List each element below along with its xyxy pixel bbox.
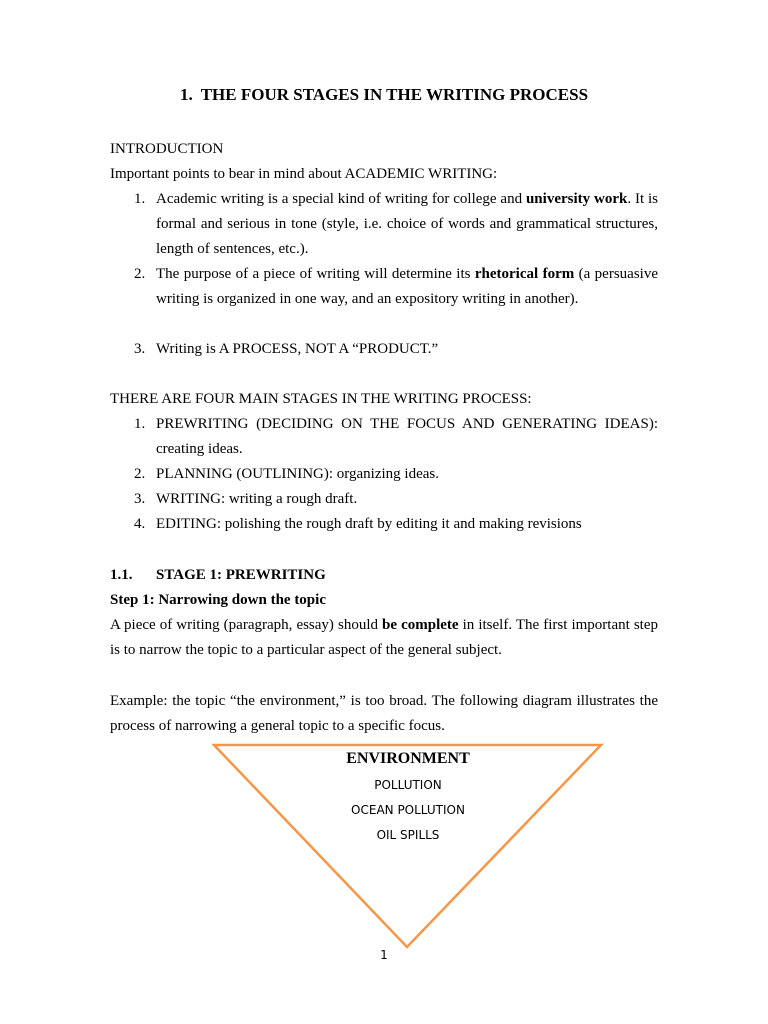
emphasis: university work: [525, 191, 628, 207]
step-heading: Step 1: Narrowing down the topic: [110, 592, 326, 608]
section-number: 1.1.: [110, 567, 133, 583]
list-marker: 2.: [134, 466, 146, 482]
list-text: PREWRITING (DECIDING ON THE FOCUS AND GENERATING IDEAS): creating ideas.: [156, 416, 658, 457]
diagram-top-label: ENVIRONMENT: [346, 750, 470, 767]
diagram-level-2: OCEAN POLLUTION: [351, 803, 465, 817]
diagram-level-3: OIL SPILLS: [376, 828, 440, 842]
list-marker: 2.: [134, 266, 146, 282]
section-heading: [110, 563, 326, 588]
stage-item-3: [110, 487, 658, 512]
list-marker: 3.: [134, 341, 146, 357]
page-title: [0, 85, 768, 105]
stage-item-4: [110, 512, 658, 537]
list-marker: 3.: [134, 491, 146, 507]
intro-heading: INTRODUCTION: [110, 141, 224, 157]
intro-point-3: [110, 337, 658, 362]
intro-point-1: [110, 187, 658, 262]
paragraph-example: Example: the topic “the environment,” is too broad. The following diagram illustrates the process of narrowing a general topic to a specific focus.: [110, 693, 658, 734]
emphasis: rhetorical form: [474, 266, 575, 282]
list-marker: 1.: [134, 416, 146, 432]
paragraph-complete: A piece of writing (paragraph, essay) should be complete in itself. The first important step is to narrow the topic to a particular aspect of the general subject.: [110, 617, 659, 658]
list-marker: 1.: [134, 191, 146, 207]
emphasis: be complete: [382, 617, 459, 633]
stages-lead: THERE ARE FOUR MAIN STAGES IN THE WRITING PROCESS:: [110, 391, 532, 407]
list-text: PLANNING (OUTLINING): organizing ideas.: [156, 466, 439, 482]
title-number: 1.: [179, 85, 193, 104]
list-marker: 4.: [134, 516, 146, 532]
list-text: EDITING: polishing the rough draft by editing it and making revisions: [156, 516, 582, 532]
section-title: STAGE 1: PREWRITING: [156, 567, 326, 583]
list-text: Writing is A PROCESS, NOT A “PRODUCT.”: [156, 341, 439, 357]
page-number: 1: [380, 948, 388, 962]
stage-item-1: [110, 412, 658, 462]
intro-point-2: [110, 262, 658, 312]
narrowing-diagram: [212, 742, 604, 952]
stage-item-2: [110, 462, 658, 487]
inverted-triangle: [212, 742, 604, 952]
list-text: WRITING: writing a rough draft.: [156, 491, 358, 507]
list-text: The purpose of a piece of writing will determine its rhetorical form (a persuasive writing is organized in one way, and an expository writing in another).: [156, 266, 658, 307]
intro-lead: Important points to bear in mind about ACADEMIC WRITING:: [110, 166, 498, 182]
title-text: THE FOUR STAGES IN THE WRITING PROCESS: [200, 85, 589, 104]
list-text: Academic writing is a special kind of writing for college and university work. It is formal and serious in tone (style, i.e. choice of words and grammatical structures, length of sentences, etc.).: [156, 191, 659, 257]
diagram-level-1: POLLUTION: [374, 778, 442, 792]
